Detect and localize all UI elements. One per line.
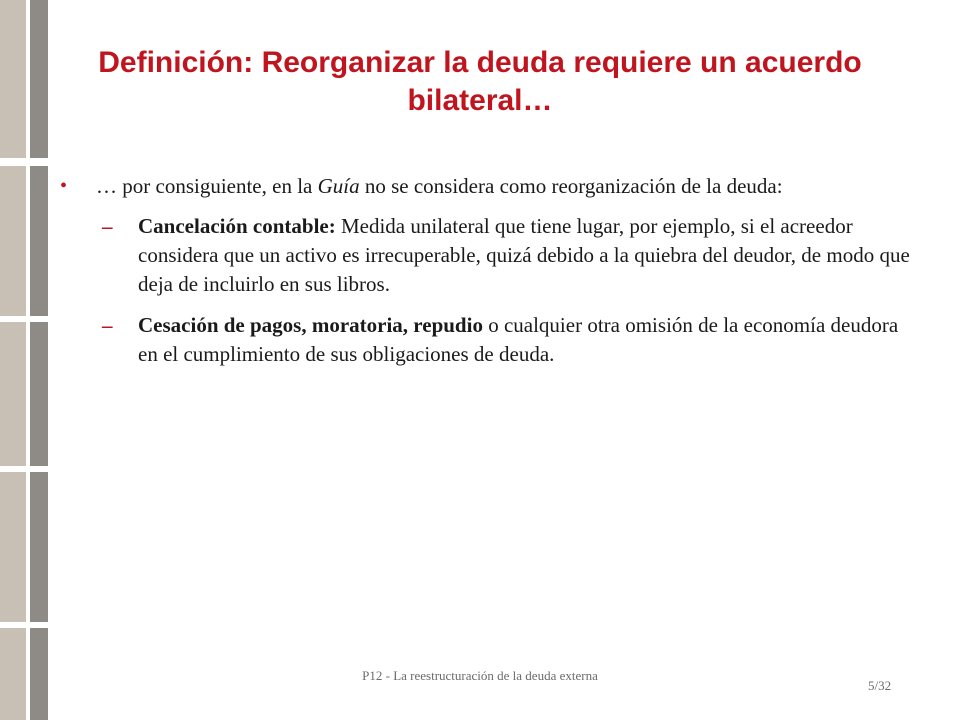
dash-icon: –: [102, 313, 113, 337]
sub-item-default: [60, 311, 920, 369]
bullet-emphasis: Guía: [317, 174, 360, 198]
band-strip: [30, 166, 48, 316]
sub-item-term: Cancelación contable:: [138, 214, 336, 238]
band-strip: [30, 0, 48, 158]
bullet-item: [60, 172, 920, 200]
band-strip: [30, 472, 48, 622]
slide-body: [60, 172, 920, 369]
bullet-suffix: no se considera como reorganización de la deuda:: [359, 174, 783, 198]
band-segment: [0, 322, 26, 466]
footer-text: P12 - La reestructuración de la deuda externa: [362, 668, 598, 683]
left-decorative-band: [0, 0, 48, 720]
sub-item-text: Medida unilateral que tiene lugar, por ejemplo, si el acreedor considera que un activo es irrecuperable, quizá debido a la quiebra del deudor, de modo que deja de incluirlo en sus libros.: [138, 214, 910, 296]
dash-icon: –: [102, 214, 113, 238]
band-strip: [30, 322, 48, 466]
band-segment: [0, 628, 26, 720]
band-segment: [0, 0, 26, 158]
sub-item-text: o cualquier otra omisión de la economía deudora en el cumplimiento de sus obligaciones de deuda.: [138, 313, 899, 366]
sub-item-term: Cesación de pagos, moratoria, repudio: [138, 313, 483, 337]
slide-title: Definición: Reorganizar la deuda requiere un acuerdo bilateral…: [98, 46, 862, 117]
band-segment: [0, 472, 26, 622]
bullet-dot-icon: •: [60, 175, 68, 197]
page-number: 5/32: [868, 678, 892, 693]
bullet-prefix: … por consiguiente, en la: [96, 174, 318, 198]
band-strip: [30, 628, 48, 720]
band-segment: [0, 166, 26, 316]
sub-item-write-off: [60, 212, 920, 299]
